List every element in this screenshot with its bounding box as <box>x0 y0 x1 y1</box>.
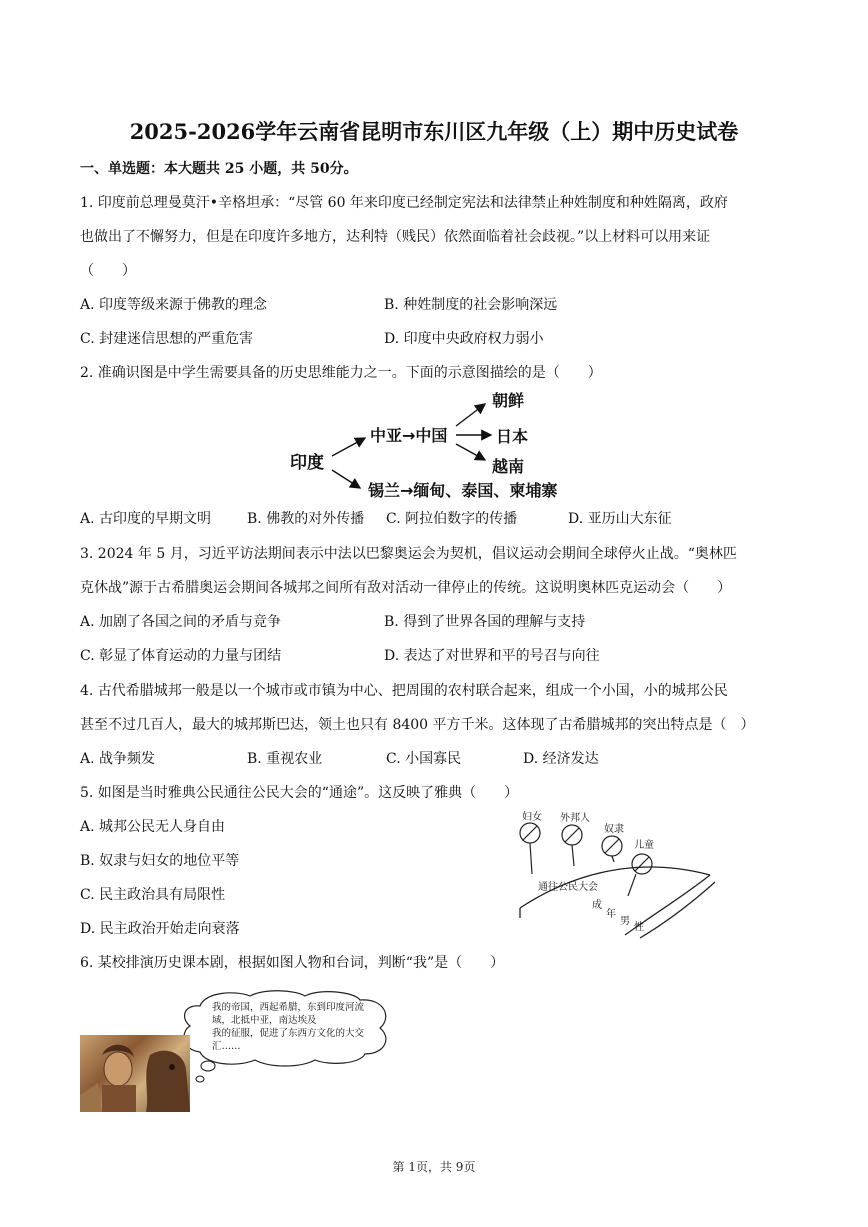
q6-stem: 6. 某校排演历史课本剧，根据如图人物和台词，判断“我”是（ ） <box>80 955 505 971</box>
diagram-vietnam: 越南 <box>492 457 525 476</box>
sign-women-label: 妇女 <box>522 812 542 823</box>
bubble-line-3: 我的征服，促进了东西方文化的大交 <box>212 1028 365 1039</box>
bubble-line-2: 域，北抵中亚，南达埃及 <box>212 1015 317 1026</box>
adult-men-char-2: 年 <box>606 909 616 920</box>
q4-option-b: B. 重视农业 <box>247 751 323 767</box>
q2-stem: 2. 准确识图是中学生需要具备的历史思维能力之一。下面的示意图描绘的是（ ） <box>80 365 602 381</box>
q2-option-b: B. 佛教的对外传播 <box>247 511 365 527</box>
bubble-line-1: 我的帝国，西起希腊，东到印度河流 <box>212 1002 365 1013</box>
q4-option-d: D. 经济发达 <box>523 751 599 767</box>
q3-option-a: A. 加剧了各国之间的矛盾与竞争 <box>80 614 282 630</box>
q3-option-b: B. 得到了世界各国的理解与支持 <box>384 614 586 630</box>
diagram-india: 印度 <box>290 453 324 473</box>
q1-option-d: D. 印度中央政府权力弱小 <box>384 331 544 347</box>
buddhism-spread-diagram <box>280 386 590 504</box>
q3-stem-line1: 3. 2024 年 5 月，习近平访法期间表示中法以巴黎奥运会为契机，倡议运动会期间全球停火止战。“奥林匹 <box>80 546 737 562</box>
q5-option-d: D. 民主政治开始走向衰落 <box>80 921 240 937</box>
q3-option-d: D. 表达了对世界和平的号召与向往 <box>384 648 600 664</box>
alexander-mosaic-image <box>80 1035 190 1112</box>
q4-stem-line1: 4. 古代希腊城邦一般是以一个城市或市镇为中心、把周围的农村联合起来，组成一个小国，小的城邦公民 <box>80 683 728 699</box>
bubble-tail-large <box>201 1061 215 1071</box>
q1-stem-line3: （ ） <box>80 263 136 279</box>
q2-option-c: C. 阿拉伯数字的传播 <box>386 511 518 527</box>
diagram-ceylon-route: 锡兰→缅甸、泰国、柬埔寨 <box>368 481 558 500</box>
q1-option-a: A. 印度等级来源于佛教的理念 <box>80 297 268 313</box>
q5-option-c: C. 民主政治具有局限性 <box>80 887 226 903</box>
sign-foreigners <box>560 811 590 866</box>
page-footer: 第 1页，共 9页 <box>392 1160 476 1174</box>
q2-option-d: D. 亚历山大东征 <box>568 511 672 527</box>
q1-option-b: B. 种姓制度的社会影响深远 <box>384 297 558 313</box>
arrow-to-korea <box>456 404 485 426</box>
q1-stem-line1: 1. 印度前总理曼莫汗•辛格坦承：“尽管 60 年来印度已经制定宪法和法律禁止种姓制度和种姓隔离，政府 <box>80 195 728 211</box>
q5-option-a: A. 城邦公民无人身自由 <box>80 819 226 835</box>
q2-option-a: A. 古印度的早期文明 <box>80 511 212 527</box>
bubble-tail-small <box>196 1076 204 1082</box>
sign-slaves <box>602 822 624 862</box>
section-heading: 一、单选题：本大题共 25 小题，共 50分。 <box>80 161 358 177</box>
q1-stem-line2: 也做出了不懈努力，但是在印度许多地方，达利特（贱民）依然面临着社会歧视。”以上材料可以用来证 <box>80 229 711 245</box>
bubble-line-4: 汇…… <box>212 1041 241 1052</box>
road-outer-edge <box>640 882 715 938</box>
adult-men-char-4: 性 <box>634 922 644 933</box>
arrow-to-central-asia <box>332 438 365 456</box>
q5-stem: 5. 如图是当时雅典公民通往公民大会的“通途”。这反映了雅典（ ） <box>80 785 519 801</box>
q4-stem-line2: 甚至不过几百人，最大的城邦斯巴达，领土也只有 8400 平方千米。这体现了古希腊城邦的突出特点是（ ） <box>80 717 755 733</box>
adult-men-char-3: 男 <box>620 916 630 927</box>
diagram-korea: 朝鲜 <box>492 391 525 410</box>
arrow-to-ceylon <box>332 470 360 488</box>
road-label: 通往公民大会 <box>538 882 598 893</box>
assembly-road-figure <box>510 800 720 940</box>
sign-children-label: 儿童 <box>634 840 654 851</box>
q3-option-c: C. 彰显了体育运动的力量与团结 <box>80 648 282 664</box>
arrow-to-vietnam <box>456 444 485 460</box>
page-title: 2025-2026学年云南省昆明市东川区九年级（上）期中历史试卷 <box>129 119 739 144</box>
sign-women <box>520 810 542 874</box>
q5-option-b: B. 奴隶与妇女的地位平等 <box>80 853 240 869</box>
sign-slaves-label: 奴隶 <box>604 824 624 835</box>
adult-men-char-1: 成 <box>592 900 602 911</box>
q3-stem-line2: 克休战”源于古希腊奥运会期间各城邦之间所有敌对活动一律停止的传统。这说明奥林匹克运动会（ ） <box>80 580 732 596</box>
q4-option-c: C. 小国寡民 <box>386 751 462 767</box>
q4-option-a: A. 战争频发 <box>80 751 156 767</box>
speech-bubble <box>180 988 400 1088</box>
diagram-central-asia-china: 中亚→中国 <box>370 426 448 445</box>
q1-option-c: C. 封建迷信思想的严重危害 <box>80 331 254 347</box>
sign-foreigners-label: 外邦人 <box>560 813 590 824</box>
diagram-japan: 日本 <box>496 427 529 446</box>
